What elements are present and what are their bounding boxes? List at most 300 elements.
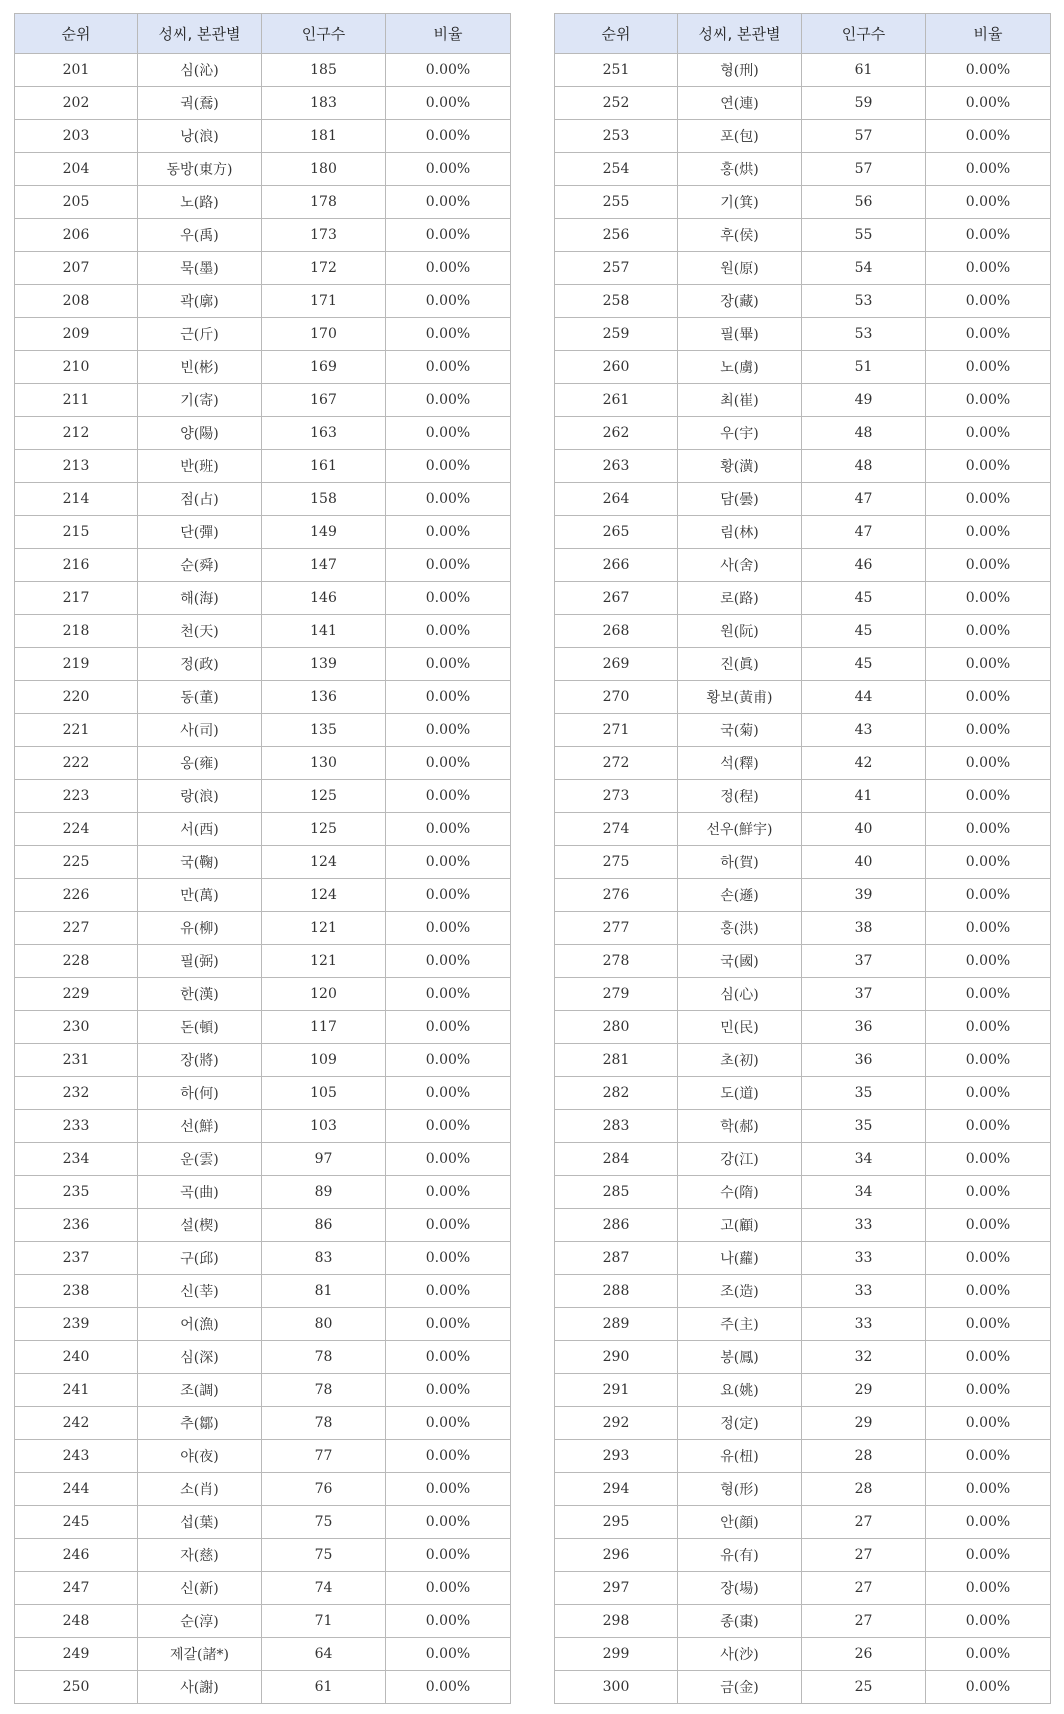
ratio-cell: 0.00% (386, 1341, 511, 1374)
surname-cell: 선(鮮) (138, 1110, 262, 1143)
table-row (15, 978, 511, 1011)
surname-table-left (14, 13, 511, 1704)
surname-cell: 조(調) (138, 1374, 262, 1407)
population-cell: 64 (262, 1638, 386, 1671)
population-cell: 105 (262, 1077, 386, 1110)
surname-cell: 사(司) (138, 714, 262, 747)
surname-cell: 진(眞) (678, 648, 802, 681)
ratio-cell: 0.00% (386, 1473, 511, 1506)
surname-cell: 제갈(諸*) (138, 1638, 262, 1671)
population-cell: 158 (262, 483, 386, 516)
rank-cell: 226 (15, 879, 138, 912)
population-cell: 27 (802, 1506, 926, 1539)
ratio-cell: 0.00% (926, 1473, 1051, 1506)
population-cell: 47 (802, 483, 926, 516)
table-row (15, 186, 511, 219)
table-row (555, 1011, 1051, 1044)
surname-cell: 옹(雍) (138, 747, 262, 780)
header-rank: 순위 (555, 14, 678, 54)
rank-cell: 216 (15, 549, 138, 582)
population-cell: 29 (802, 1374, 926, 1407)
table-row (15, 1044, 511, 1077)
surname-cell: 안(顔) (678, 1506, 802, 1539)
rank-cell: 212 (15, 417, 138, 450)
table-row (555, 1341, 1051, 1374)
population-cell: 44 (802, 681, 926, 714)
ratio-cell: 0.00% (926, 186, 1051, 219)
surname-cell: 사(謝) (138, 1671, 262, 1704)
population-cell: 185 (262, 54, 386, 87)
rank-cell: 203 (15, 120, 138, 153)
population-cell: 36 (802, 1044, 926, 1077)
surname-cell: 노(虜) (678, 351, 802, 384)
population-cell: 109 (262, 1044, 386, 1077)
population-cell: 37 (802, 978, 926, 1011)
surname-cell: 연(連) (678, 87, 802, 120)
table-row (15, 1077, 511, 1110)
ratio-cell: 0.00% (386, 516, 511, 549)
table-row (555, 1407, 1051, 1440)
surname-cell: 심(沁) (138, 54, 262, 87)
table-row (15, 516, 511, 549)
ratio-cell: 0.00% (926, 1440, 1051, 1473)
ratio-cell: 0.00% (926, 1539, 1051, 1572)
ratio-cell: 0.00% (926, 285, 1051, 318)
ratio-cell: 0.00% (926, 1407, 1051, 1440)
ratio-cell: 0.00% (386, 153, 511, 186)
surname-cell: 신(莘) (138, 1275, 262, 1308)
surname-cell: 선우(鮮宇) (678, 813, 802, 846)
population-cell: 121 (262, 912, 386, 945)
surname-cell: 종(棗) (678, 1605, 802, 1638)
table-row (15, 1473, 511, 1506)
surname-cell: 최(崔) (678, 384, 802, 417)
surname-cell: 황보(黃甫) (678, 681, 802, 714)
surname-cell: 야(夜) (138, 1440, 262, 1473)
table-row (15, 1539, 511, 1572)
population-cell: 33 (802, 1242, 926, 1275)
ratio-cell: 0.00% (926, 1671, 1051, 1704)
table-row (555, 582, 1051, 615)
population-cell: 120 (262, 978, 386, 1011)
population-cell: 124 (262, 879, 386, 912)
ratio-cell: 0.00% (926, 1572, 1051, 1605)
population-cell: 49 (802, 384, 926, 417)
ratio-cell: 0.00% (926, 978, 1051, 1011)
ratio-cell: 0.00% (386, 252, 511, 285)
rank-cell: 231 (15, 1044, 138, 1077)
table-row (555, 747, 1051, 780)
ratio-cell: 0.00% (386, 681, 511, 714)
surname-cell: 필(弼) (138, 945, 262, 978)
table-row (555, 648, 1051, 681)
population-cell: 172 (262, 252, 386, 285)
rank-cell: 252 (555, 87, 678, 120)
surname-cell: 빈(彬) (138, 351, 262, 384)
ratio-cell: 0.00% (386, 120, 511, 153)
table-row (555, 1176, 1051, 1209)
rank-cell: 225 (15, 846, 138, 879)
table-row (15, 219, 511, 252)
ratio-cell: 0.00% (926, 582, 1051, 615)
table-row (15, 1011, 511, 1044)
population-cell: 26 (802, 1638, 926, 1671)
table-row (555, 1077, 1051, 1110)
ratio-cell: 0.00% (386, 1539, 511, 1572)
surname-cell: 우(宇) (678, 417, 802, 450)
surname-cell: 자(慈) (138, 1539, 262, 1572)
rank-cell: 242 (15, 1407, 138, 1440)
rank-cell: 280 (555, 1011, 678, 1044)
surname-cell: 돈(頓) (138, 1011, 262, 1044)
rank-cell: 253 (555, 120, 678, 153)
ratio-cell: 0.00% (386, 1110, 511, 1143)
population-cell: 117 (262, 1011, 386, 1044)
rank-cell: 290 (555, 1341, 678, 1374)
rank-cell: 256 (555, 219, 678, 252)
surname-cell: 금(金) (678, 1671, 802, 1704)
ratio-cell: 0.00% (386, 1044, 511, 1077)
rank-cell: 269 (555, 648, 678, 681)
population-cell: 124 (262, 846, 386, 879)
population-cell: 45 (802, 582, 926, 615)
surname-cell: 천(天) (138, 615, 262, 648)
surname-cell: 양(陽) (138, 417, 262, 450)
rank-cell: 233 (15, 1110, 138, 1143)
rank-cell: 286 (555, 1209, 678, 1242)
rank-cell: 229 (15, 978, 138, 1011)
rank-cell: 223 (15, 780, 138, 813)
ratio-cell: 0.00% (386, 1209, 511, 1242)
ratio-cell: 0.00% (386, 879, 511, 912)
surname-cell: 손(遜) (678, 879, 802, 912)
rank-cell: 297 (555, 1572, 678, 1605)
table-row (555, 846, 1051, 879)
table-row (15, 1374, 511, 1407)
surname-cell: 우(禹) (138, 219, 262, 252)
ratio-cell: 0.00% (386, 1143, 511, 1176)
ratio-cell: 0.00% (926, 450, 1051, 483)
ratio-cell: 0.00% (926, 813, 1051, 846)
table-row (15, 1638, 511, 1671)
surname-cell: 장(將) (138, 1044, 262, 1077)
population-cell: 38 (802, 912, 926, 945)
population-cell: 48 (802, 417, 926, 450)
surname-cell: 곽(廓) (138, 285, 262, 318)
table-row (555, 285, 1051, 318)
ratio-cell: 0.00% (386, 417, 511, 450)
table-row (555, 1671, 1051, 1704)
table-row (555, 87, 1051, 120)
population-cell: 28 (802, 1440, 926, 1473)
table-row (15, 714, 511, 747)
rank-cell: 288 (555, 1275, 678, 1308)
rank-cell: 273 (555, 780, 678, 813)
ratio-cell: 0.00% (386, 1242, 511, 1275)
rank-cell: 294 (555, 1473, 678, 1506)
surname-cell: 장(場) (678, 1572, 802, 1605)
ratio-cell: 0.00% (386, 1176, 511, 1209)
population-cell: 97 (262, 1143, 386, 1176)
population-cell: 75 (262, 1539, 386, 1572)
ratio-cell: 0.00% (926, 252, 1051, 285)
surname-cell: 설(楔) (138, 1209, 262, 1242)
ratio-cell: 0.00% (926, 1011, 1051, 1044)
population-cell: 43 (802, 714, 926, 747)
population-cell: 40 (802, 813, 926, 846)
surname-cell: 원(原) (678, 252, 802, 285)
ratio-cell: 0.00% (926, 945, 1051, 978)
ratio-cell: 0.00% (386, 714, 511, 747)
population-cell: 34 (802, 1143, 926, 1176)
population-cell: 171 (262, 285, 386, 318)
surname-cell: 정(定) (678, 1407, 802, 1440)
table-row (15, 54, 511, 87)
table-row (555, 1539, 1051, 1572)
population-cell: 170 (262, 318, 386, 351)
ratio-cell: 0.00% (926, 1275, 1051, 1308)
ratio-cell: 0.00% (386, 582, 511, 615)
table-row (15, 780, 511, 813)
population-cell: 59 (802, 87, 926, 120)
population-cell: 78 (262, 1341, 386, 1374)
population-cell: 83 (262, 1242, 386, 1275)
population-cell: 173 (262, 219, 386, 252)
population-cell: 32 (802, 1341, 926, 1374)
rank-cell: 281 (555, 1044, 678, 1077)
rank-cell: 272 (555, 747, 678, 780)
ratio-cell: 0.00% (386, 747, 511, 780)
ratio-cell: 0.00% (926, 54, 1051, 87)
ratio-cell: 0.00% (926, 384, 1051, 417)
surname-cell: 만(萬) (138, 879, 262, 912)
ratio-cell: 0.00% (926, 1308, 1051, 1341)
table-row (555, 1473, 1051, 1506)
population-cell: 178 (262, 186, 386, 219)
table-row (555, 978, 1051, 1011)
table-row (15, 1407, 511, 1440)
population-cell: 33 (802, 1209, 926, 1242)
rank-cell: 239 (15, 1308, 138, 1341)
ratio-cell: 0.00% (386, 648, 511, 681)
ratio-cell: 0.00% (386, 54, 511, 87)
surname-cell: 로(路) (678, 582, 802, 615)
surname-cell: 홍(洪) (678, 912, 802, 945)
header-rank: 순위 (15, 14, 138, 54)
table-row (555, 384, 1051, 417)
table-row (15, 87, 511, 120)
rank-cell: 244 (15, 1473, 138, 1506)
rank-cell: 221 (15, 714, 138, 747)
rank-cell: 238 (15, 1275, 138, 1308)
rank-cell: 299 (555, 1638, 678, 1671)
table-row (15, 681, 511, 714)
ratio-cell: 0.00% (386, 1407, 511, 1440)
ratio-cell: 0.00% (386, 549, 511, 582)
population-cell: 42 (802, 747, 926, 780)
table-row (555, 714, 1051, 747)
table-row (15, 120, 511, 153)
ratio-cell: 0.00% (386, 780, 511, 813)
rank-cell: 284 (555, 1143, 678, 1176)
table-row (15, 549, 511, 582)
rank-cell: 266 (555, 549, 678, 582)
population-cell: 54 (802, 252, 926, 285)
rank-cell: 232 (15, 1077, 138, 1110)
population-cell: 75 (262, 1506, 386, 1539)
ratio-cell: 0.00% (926, 483, 1051, 516)
surname-cell: 추(鄒) (138, 1407, 262, 1440)
population-cell: 86 (262, 1209, 386, 1242)
population-cell: 57 (802, 120, 926, 153)
population-cell: 27 (802, 1605, 926, 1638)
population-cell: 81 (262, 1275, 386, 1308)
population-cell: 41 (802, 780, 926, 813)
table-row (555, 681, 1051, 714)
rank-cell: 213 (15, 450, 138, 483)
population-cell: 74 (262, 1572, 386, 1605)
population-cell: 149 (262, 516, 386, 549)
population-cell: 135 (262, 714, 386, 747)
table-row (555, 1044, 1051, 1077)
surname-cell: 곡(曲) (138, 1176, 262, 1209)
population-cell: 39 (802, 879, 926, 912)
table-row (15, 1671, 511, 1704)
ratio-cell: 0.00% (926, 1209, 1051, 1242)
surname-cell: 정(程) (678, 780, 802, 813)
table-row (15, 1242, 511, 1275)
surname-cell: 원(阮) (678, 615, 802, 648)
ratio-cell: 0.00% (386, 1011, 511, 1044)
header-ratio: 비율 (386, 14, 511, 54)
surname-cell: 랑(浪) (138, 780, 262, 813)
rank-cell: 295 (555, 1506, 678, 1539)
table-row (555, 417, 1051, 450)
ratio-cell: 0.00% (386, 318, 511, 351)
ratio-cell: 0.00% (926, 879, 1051, 912)
population-cell: 136 (262, 681, 386, 714)
population-cell: 181 (262, 120, 386, 153)
surname-cell: 기(寄) (138, 384, 262, 417)
rank-cell: 201 (15, 54, 138, 87)
ratio-cell: 0.00% (926, 219, 1051, 252)
rank-cell: 245 (15, 1506, 138, 1539)
rank-cell: 275 (555, 846, 678, 879)
surname-cell: 낭(浪) (138, 120, 262, 153)
ratio-cell: 0.00% (386, 384, 511, 417)
surname-cell: 요(姚) (678, 1374, 802, 1407)
table-row (15, 1176, 511, 1209)
ratio-cell: 0.00% (386, 1374, 511, 1407)
table-row (15, 846, 511, 879)
surname-cell: 단(彈) (138, 516, 262, 549)
rank-cell: 261 (555, 384, 678, 417)
ratio-cell: 0.00% (386, 813, 511, 846)
population-cell: 78 (262, 1407, 386, 1440)
ratio-cell: 0.00% (926, 516, 1051, 549)
table-row (555, 153, 1051, 186)
surname-cell: 국(國) (678, 945, 802, 978)
ratio-cell: 0.00% (926, 846, 1051, 879)
surname-cell: 고(顧) (678, 1209, 802, 1242)
table-row (15, 879, 511, 912)
rank-cell: 205 (15, 186, 138, 219)
table-row (15, 1209, 511, 1242)
surname-table-right (554, 13, 1051, 1704)
surname-cell: 후(侯) (678, 219, 802, 252)
rank-cell: 293 (555, 1440, 678, 1473)
table-row (555, 1143, 1051, 1176)
surname-cell: 유(有) (678, 1539, 802, 1572)
rank-cell: 259 (555, 318, 678, 351)
surname-cell: 섭(葉) (138, 1506, 262, 1539)
table-row (555, 1572, 1051, 1605)
population-cell: 161 (262, 450, 386, 483)
surname-cell: 포(包) (678, 120, 802, 153)
rank-cell: 258 (555, 285, 678, 318)
ratio-cell: 0.00% (926, 681, 1051, 714)
surname-cell: 동방(東方) (138, 153, 262, 186)
rank-cell: 279 (555, 978, 678, 1011)
rank-cell: 283 (555, 1110, 678, 1143)
surname-cell: 국(鞠) (138, 846, 262, 879)
surname-cell: 형(形) (678, 1473, 802, 1506)
ratio-cell: 0.00% (386, 846, 511, 879)
rank-cell: 214 (15, 483, 138, 516)
rank-cell: 218 (15, 615, 138, 648)
surname-cell: 학(郝) (678, 1110, 802, 1143)
surname-cell: 석(釋) (678, 747, 802, 780)
table-row (555, 516, 1051, 549)
rank-cell: 291 (555, 1374, 678, 1407)
surname-cell: 정(政) (138, 648, 262, 681)
rank-cell: 247 (15, 1572, 138, 1605)
population-cell: 71 (262, 1605, 386, 1638)
surname-cell: 강(江) (678, 1143, 802, 1176)
rank-cell: 241 (15, 1374, 138, 1407)
table-row (15, 813, 511, 846)
table-row (555, 1308, 1051, 1341)
ratio-cell: 0.00% (926, 747, 1051, 780)
table-row (15, 747, 511, 780)
header-surname-origin: 성씨, 본관별 (678, 14, 802, 54)
rank-cell: 234 (15, 1143, 138, 1176)
ratio-cell: 0.00% (386, 615, 511, 648)
surname-cell: 민(民) (678, 1011, 802, 1044)
rank-cell: 228 (15, 945, 138, 978)
table-row (15, 252, 511, 285)
rank-cell: 298 (555, 1605, 678, 1638)
rank-cell: 271 (555, 714, 678, 747)
surname-cell: 운(雲) (138, 1143, 262, 1176)
surname-cell: 림(林) (678, 516, 802, 549)
table-row (555, 318, 1051, 351)
rank-cell: 267 (555, 582, 678, 615)
rank-cell: 254 (555, 153, 678, 186)
surname-cell: 나(蘿) (678, 1242, 802, 1275)
ratio-cell: 0.00% (386, 483, 511, 516)
surname-cell: 반(班) (138, 450, 262, 483)
table-row (15, 1308, 511, 1341)
ratio-cell: 0.00% (386, 1440, 511, 1473)
surname-cell: 동(董) (138, 681, 262, 714)
population-cell: 147 (262, 549, 386, 582)
ratio-cell: 0.00% (386, 1506, 511, 1539)
population-cell: 139 (262, 648, 386, 681)
rank-cell: 222 (15, 747, 138, 780)
population-cell: 28 (802, 1473, 926, 1506)
surname-cell: 장(藏) (678, 285, 802, 318)
